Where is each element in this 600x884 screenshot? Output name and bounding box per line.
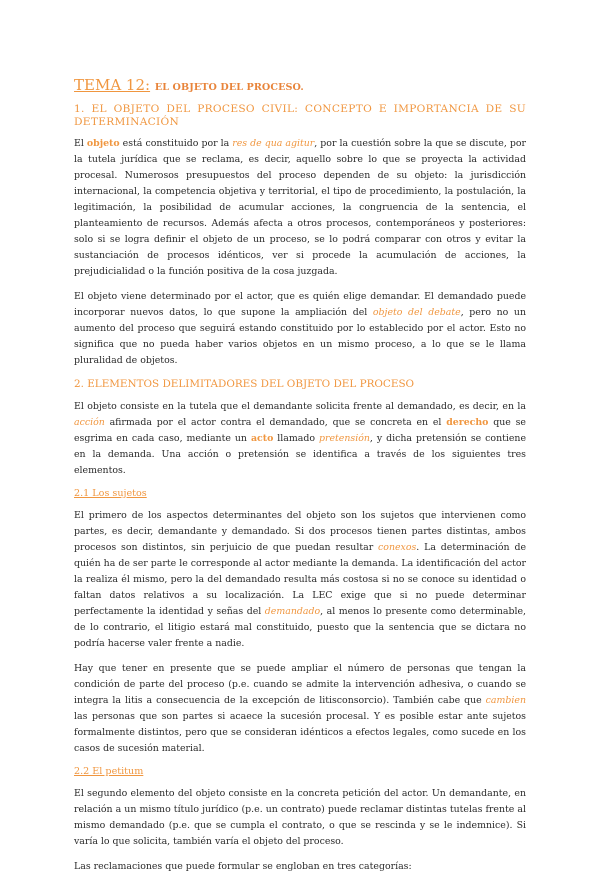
highlight-accion: acción xyxy=(74,417,105,428)
highlight-conexos: conexos xyxy=(378,542,417,553)
text-run: afirmada por el actor contra el demandado, que se concreta en el xyxy=(104,417,447,428)
text-run: , por la cuestión sobre la que se discute, por la tutela jurídica que se reclama, es decir, aquello sobre lo que se proyecta la actividad procesal. Numerosos presupuestos del proceso dependen de su objeto: la jurisdicción internacional, la competencia objetiva y territorial, el tipo de procedimiento, la postulación, la legitimación, la posibilidad de acumular acciones, la congruencia de la sentencia, el planteamiento de recursos. Además afecta a otros procesos, contemporáneos y posteriores: solo si se logra definir el objeto de un proceso, se lo podrá comparar con otros y evitar la sustanciación de procesos idénticos, ver si procede la acumulación de acciones, la prejudicialidad o la función positiva de la cosa juzgada. xyxy=(74,138,526,277)
highlight-derecho: derecho xyxy=(446,417,489,428)
subsection-2-2-heading: 2.2 El petitum xyxy=(74,766,144,777)
text-run: llamado xyxy=(273,433,319,444)
subsection-2-1-paragraph-1 xyxy=(74,508,526,652)
subsection-2-1-paragraph-2 xyxy=(74,661,526,757)
section-2-heading: 2. ELEMENTOS DELIMITADORES DEL OBJETO DEL PROCESO xyxy=(74,378,415,390)
text-run: El objeto consiste en la tutela que el demandante solicita frente al demandado, es decir, en la xyxy=(74,401,526,412)
title-number: TEMA 12: xyxy=(74,76,151,94)
highlight-objeto: objeto xyxy=(86,138,120,149)
subsection-2-2-paragraph-1: El segundo elemento del objeto consiste en la concreta petición del actor. Un demandante, en relación a un mismo título jurídico (p.e. un contrato) puede reclamar distintas tutelas frente al mismo demandado (p.e. que se cumpla el contrato, o que se rescinda y se le indemnice). Si varía lo que solicita, también varía el objeto del proceso. xyxy=(74,788,526,847)
title-name: EL OBJETO DEL PROCESO. xyxy=(154,82,304,93)
text-run: las personas que son partes si acaece la sucesión procesal. Y es posible estar ante sujetos formalmente distintos, pero que se consideran idénticos a efectos legales, como sucede en los casos de sucesión material. xyxy=(74,711,526,754)
text-run: El objeto viene determinado por el actor, que es quién elige demandar. El demandado puede incorporar nuevos datos, lo que supone la ampliación del xyxy=(74,291,526,318)
document-title xyxy=(74,76,526,97)
highlight-objeto-del-debate: objeto del debate xyxy=(372,307,461,318)
subsection-2-2-paragraph-2: Las reclamaciones que puede formular se engloban en tres categorías: xyxy=(74,861,412,872)
section-1-paragraph-1 xyxy=(74,136,526,280)
text-run: Hay que tener en presente que se puede ampliar el número de personas que tengan la condición de parte del proceso (p.e. cuando se admite la intervención adhesiva, o cuando se integra la litis a consecuencia de la excepción de litisconsorcio). También cabe que xyxy=(74,663,526,706)
text-run: , pero no un aumento del proceso que seguirá estando constituido por lo establecido por el actor. Esto no significa que no pueda haber varios objetos en un mismo proceso, a lo que se le llama pluralidad de objetos. xyxy=(74,307,526,366)
text-run: El primero de los aspectos determinantes del objeto son los sujetos que intervienen como partes, es decir, demandante y demandado. Si dos procesos tienen partes distintas, ambos procesos son distintos, sin perjuicio de que puedan resultar xyxy=(74,510,526,553)
section-1-paragraph-2 xyxy=(74,289,526,369)
highlight-res-de-qua-agitur: res de qua agitur xyxy=(232,138,315,149)
text-run: está constituido por la xyxy=(119,138,233,149)
highlight-pretension: pretensión xyxy=(319,433,370,444)
highlight-cambien: cambien xyxy=(485,695,526,706)
text-run: . La determinación de quién ha de ser parte le corresponde al actor mediante la demanda. La identificación del actor la realiza él mismo, pero la del demandado resulta más costosa si no se conoce su identidad o faltan datos relativos a su localización. La LEC exige que si no puede determinar perfectamente la identidad y señas del xyxy=(74,542,527,617)
text-run: El xyxy=(74,138,87,149)
subsection-2-1-heading: 2.1 Los sujetos xyxy=(74,488,147,499)
document-content xyxy=(74,76,526,884)
text-run: , y dicha pretensión se contiene en la demanda. Una acción o pretensión se identifica a través de los siguientes tres elementos. xyxy=(74,433,527,476)
section-2-paragraph-1 xyxy=(74,399,526,479)
highlight-acto: acto xyxy=(250,433,274,444)
highlight-demandado: demandado xyxy=(264,606,321,617)
text-run: , al menos lo presente como determinable, de lo contrario, el litigio estará mal constituido, puesto que la sentencia que se dictara no podría hacerse valer frente a nadie. xyxy=(74,606,526,649)
section-1-heading: 1. EL OBJETO DEL PROCESO CIVIL: CONCEPTO E IMPORTANCIA DE SU DETERMINACIÓN xyxy=(74,103,526,128)
text-run: que se esgrima en cada caso, mediante un xyxy=(74,417,526,444)
